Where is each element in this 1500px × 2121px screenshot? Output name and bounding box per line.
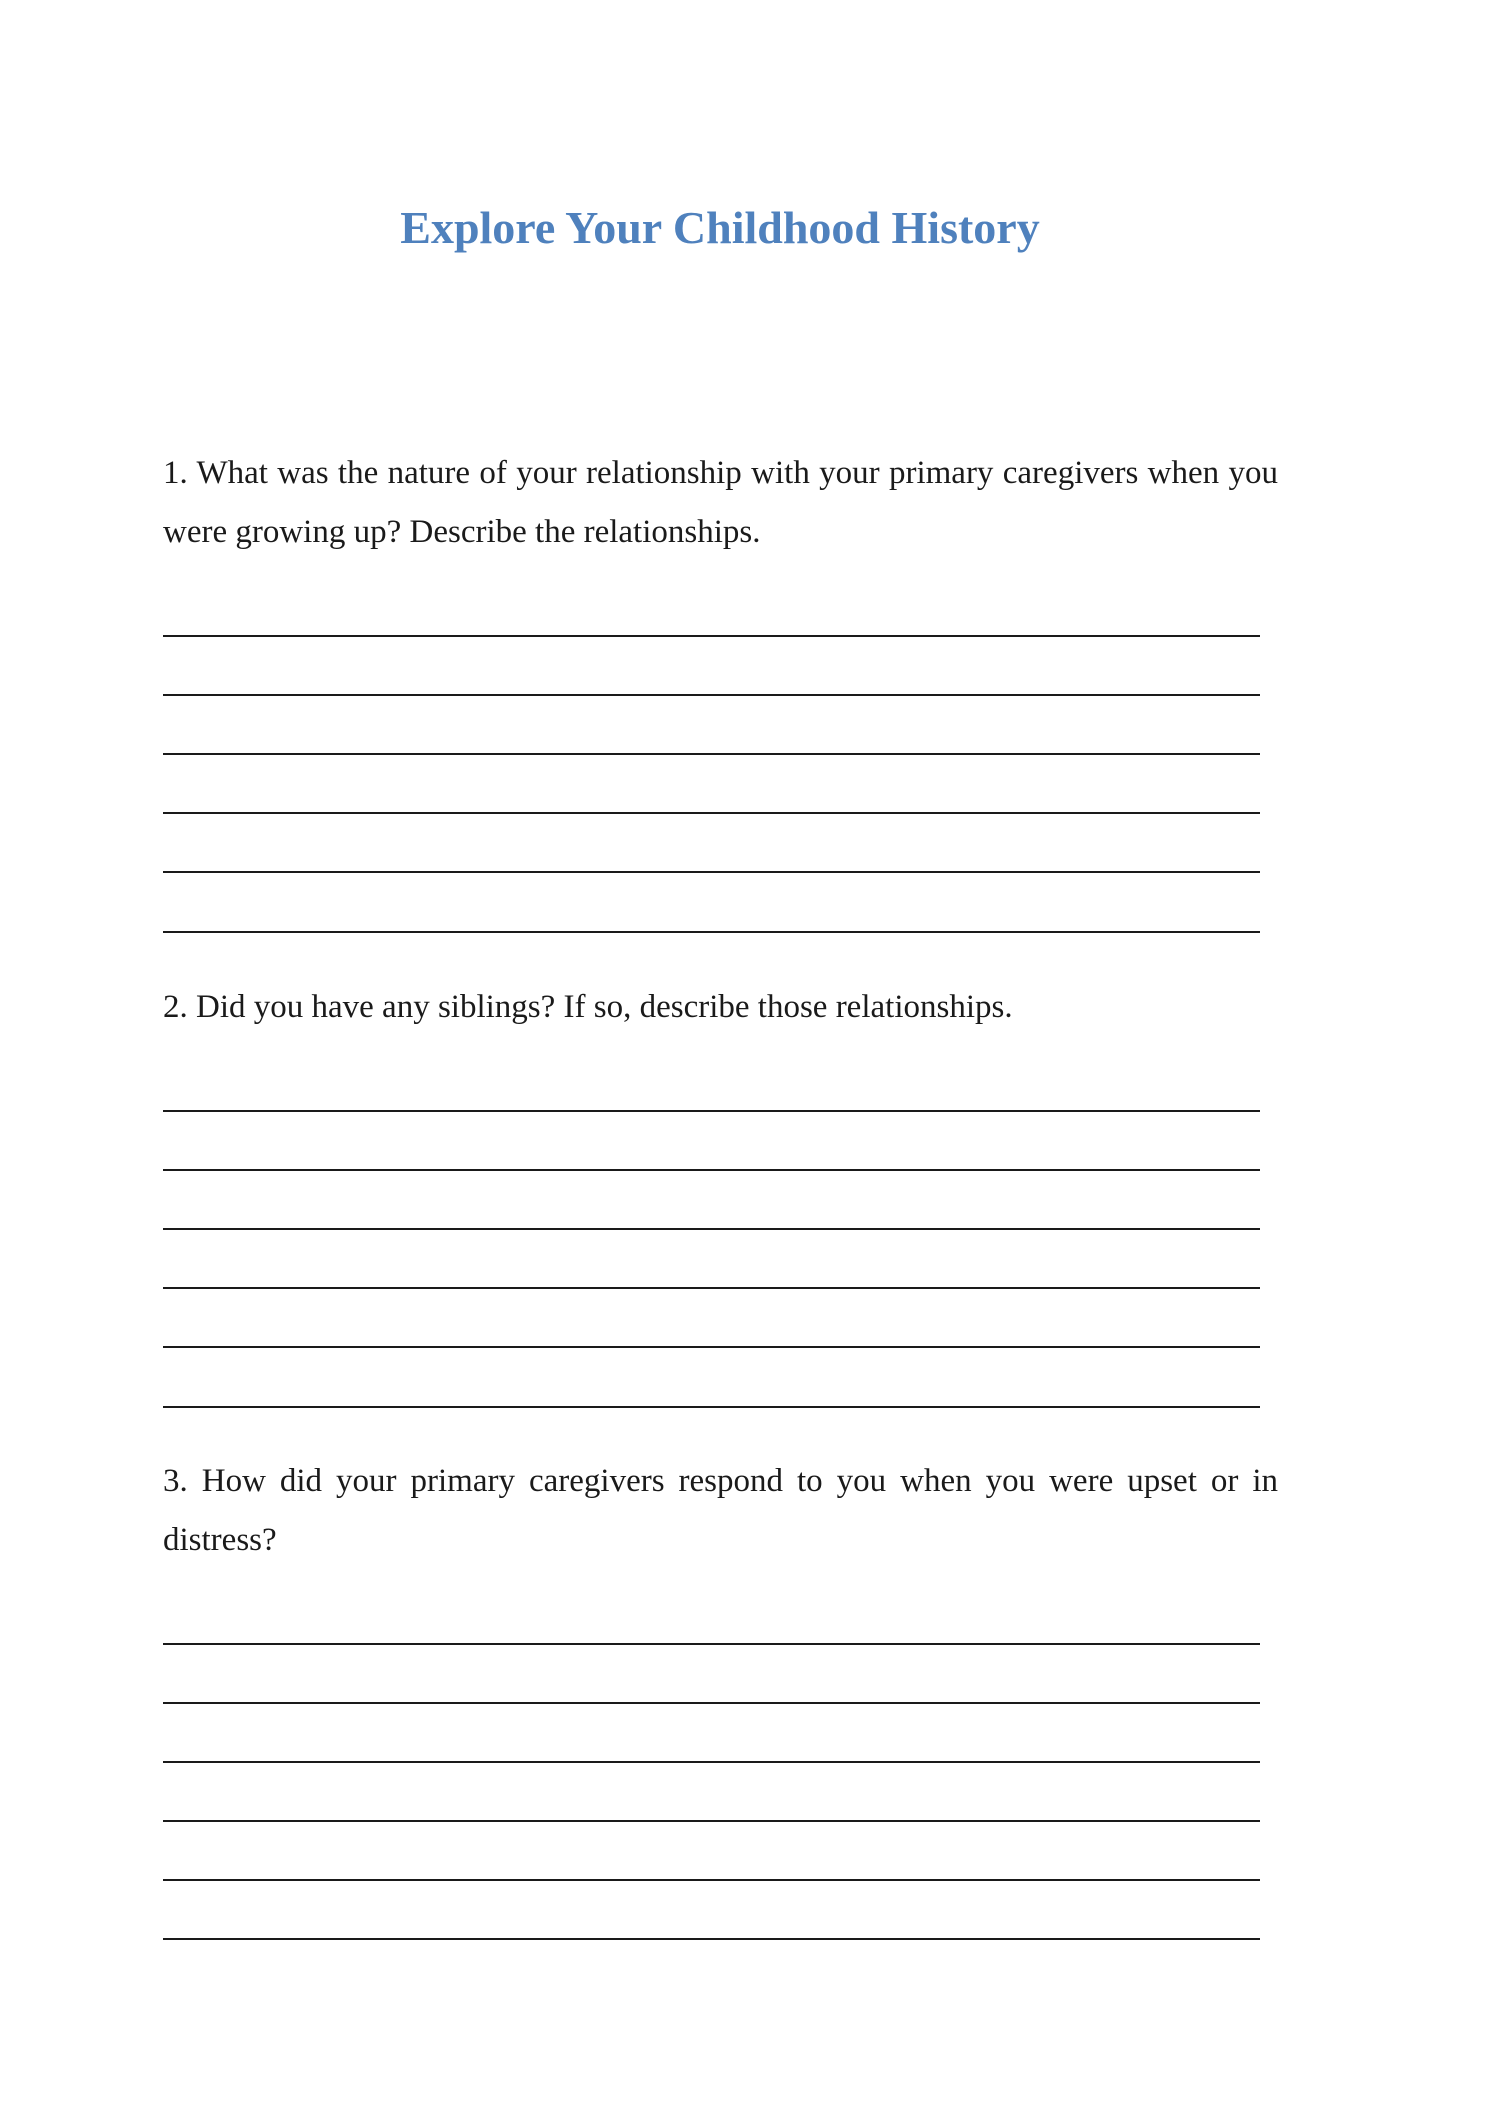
question-1-answer-line-6[interactable] — [163, 931, 1260, 933]
question-3-answer-line-3[interactable] — [163, 1761, 1260, 1763]
question-2-answer-line-4[interactable] — [163, 1287, 1260, 1289]
question-1-text: 1. What was the nature of your relationship with your primary caregivers when you were growing up? Describe the relationships. — [163, 455, 1278, 550]
question-3-answer-line-6[interactable] — [163, 1938, 1260, 1940]
question-1-answer-line-4[interactable] — [163, 812, 1260, 814]
question-2-text: 2. Did you have any siblings? If so, describe those relationships. — [163, 989, 1013, 1025]
question-3-answer-line-1[interactable] — [163, 1643, 1260, 1645]
question-1-answer-line-5[interactable] — [163, 871, 1260, 873]
question-2-answer-line-1[interactable] — [163, 1110, 1260, 1112]
question-3-answer-line-5[interactable] — [163, 1879, 1260, 1881]
question-3-text: 3. How did your primary caregivers respond to you when you were upset or in distress? — [163, 1463, 1278, 1558]
question-2-answer-line-3[interactable] — [163, 1228, 1260, 1230]
page-title: Explore Your Childhood History — [400, 202, 1040, 253]
question-2-answer-line-5[interactable] — [163, 1346, 1260, 1348]
question-1-answer-line-3[interactable] — [163, 753, 1260, 755]
question-3-answer-line-2[interactable] — [163, 1702, 1260, 1704]
question-1-answer-line-1[interactable] — [163, 635, 1260, 637]
question-3-answer-line-4[interactable] — [163, 1820, 1260, 1822]
question-2-answer-line-2[interactable] — [163, 1169, 1260, 1171]
question-1-answer-line-2[interactable] — [163, 694, 1260, 696]
question-2-answer-line-6[interactable] — [163, 1406, 1260, 1408]
